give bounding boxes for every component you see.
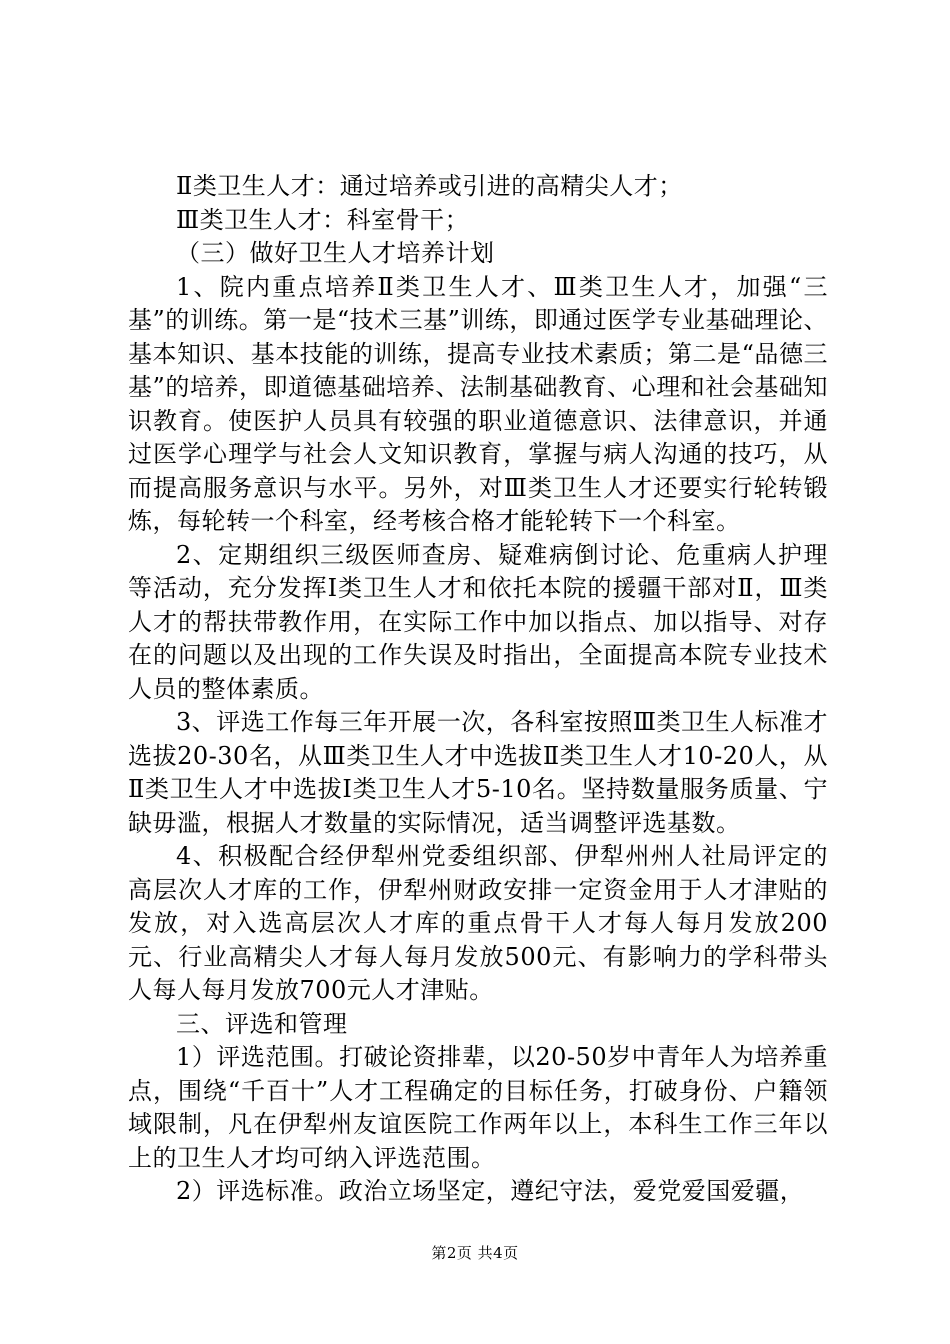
section-heading-selection: 三、评选和管理 [176, 1009, 348, 1038]
page-footer [0, 1242, 950, 1263]
paragraph-category-3: Ⅲ类卫生人才：科室骨干； [176, 205, 470, 234]
paragraph-selection-criteria: 2）评选标准。政治立场坚定，遵纪守法，爱党爱国爱疆， [176, 1177, 805, 1205]
paragraph-item-4: 4、积极配合经伊犁州党委组织部、伊犁州州人社局评定的高层次人才库的工作，伊犁州财政安排一定资金用于人才津贴的发放，对入选高层次人才库的重点骨干人才每人每月发放200元、行业高精尖人才每人每月发放500元、有影响力的学科带头人每人每月发放700元人才津贴。 [128, 842, 828, 1004]
paragraph-item-1: 1、院内重点培养Ⅱ类卫生人才、Ⅲ类卫生人才，加强“三基”的训练。第一是“技术三基”训练，即通过医学专业基础理论、基本知识、基本技能的训练，提高专业技术素质；第二是“品德三基”的培养，即道德基础培养、法制基础教育、心理和社会基础知识教育。使医护人员具有较强的职业道德意识、法律意识，并通过医学心理学与社会人文知识教育，掌握与病人沟通的技巧，从而提高服务意识与水平。另外，对Ⅲ类卫生人才还要实行轮转锻炼，每轮转一个科室，经考核合格才能轮转下一个科室。 [128, 272, 828, 535]
document-body [128, 170, 828, 1209]
paragraph-selection-scope: 1）评选范围。打破论资排辈，以20-50岁中青年人为培养重点，围绕“千百十”人才工程确定的目标任务，打破身份、户籍领域限制，凡在伊犁州友谊医院工作两年以上，本科生工作三年以上的卫生人才均可纳入评选范围。 [128, 1043, 828, 1172]
paragraph-item-2: 2、定期组织三级医师查房、疑难病倒讨论、危重病人护理等活动，充分发挥Ⅰ类卫生人才和依托本院的援疆干部对Ⅱ，Ⅲ类人才的帮扶带教作用，在实际工作中加以指点、加以指导、对存在的问题以及出现的工作失误及时指出，全面提高本院专业技术人员的整体素质。 [128, 540, 828, 703]
section-heading-training-plan: （三）做好卫生人才培养计划 [176, 239, 495, 267]
page-number: 第2页 共4页 [431, 1244, 519, 1262]
paragraph-category-2: Ⅱ类卫生人才：通过培养或引进的高精尖人才； [176, 172, 683, 200]
paragraph-item-3: 3、评选工作每三年开展一次，各科室按照Ⅲ类卫生人标准才选拔20-30名，从Ⅲ类卫生人才中选拔Ⅱ类卫生人才10-20人，从Ⅱ类卫生人才中选拔Ⅰ类卫生人才5-10名。坚持数量服务质量、宁缺毋滥，根据人才数量的实际情况，适当调整评选基数。 [128, 708, 828, 837]
